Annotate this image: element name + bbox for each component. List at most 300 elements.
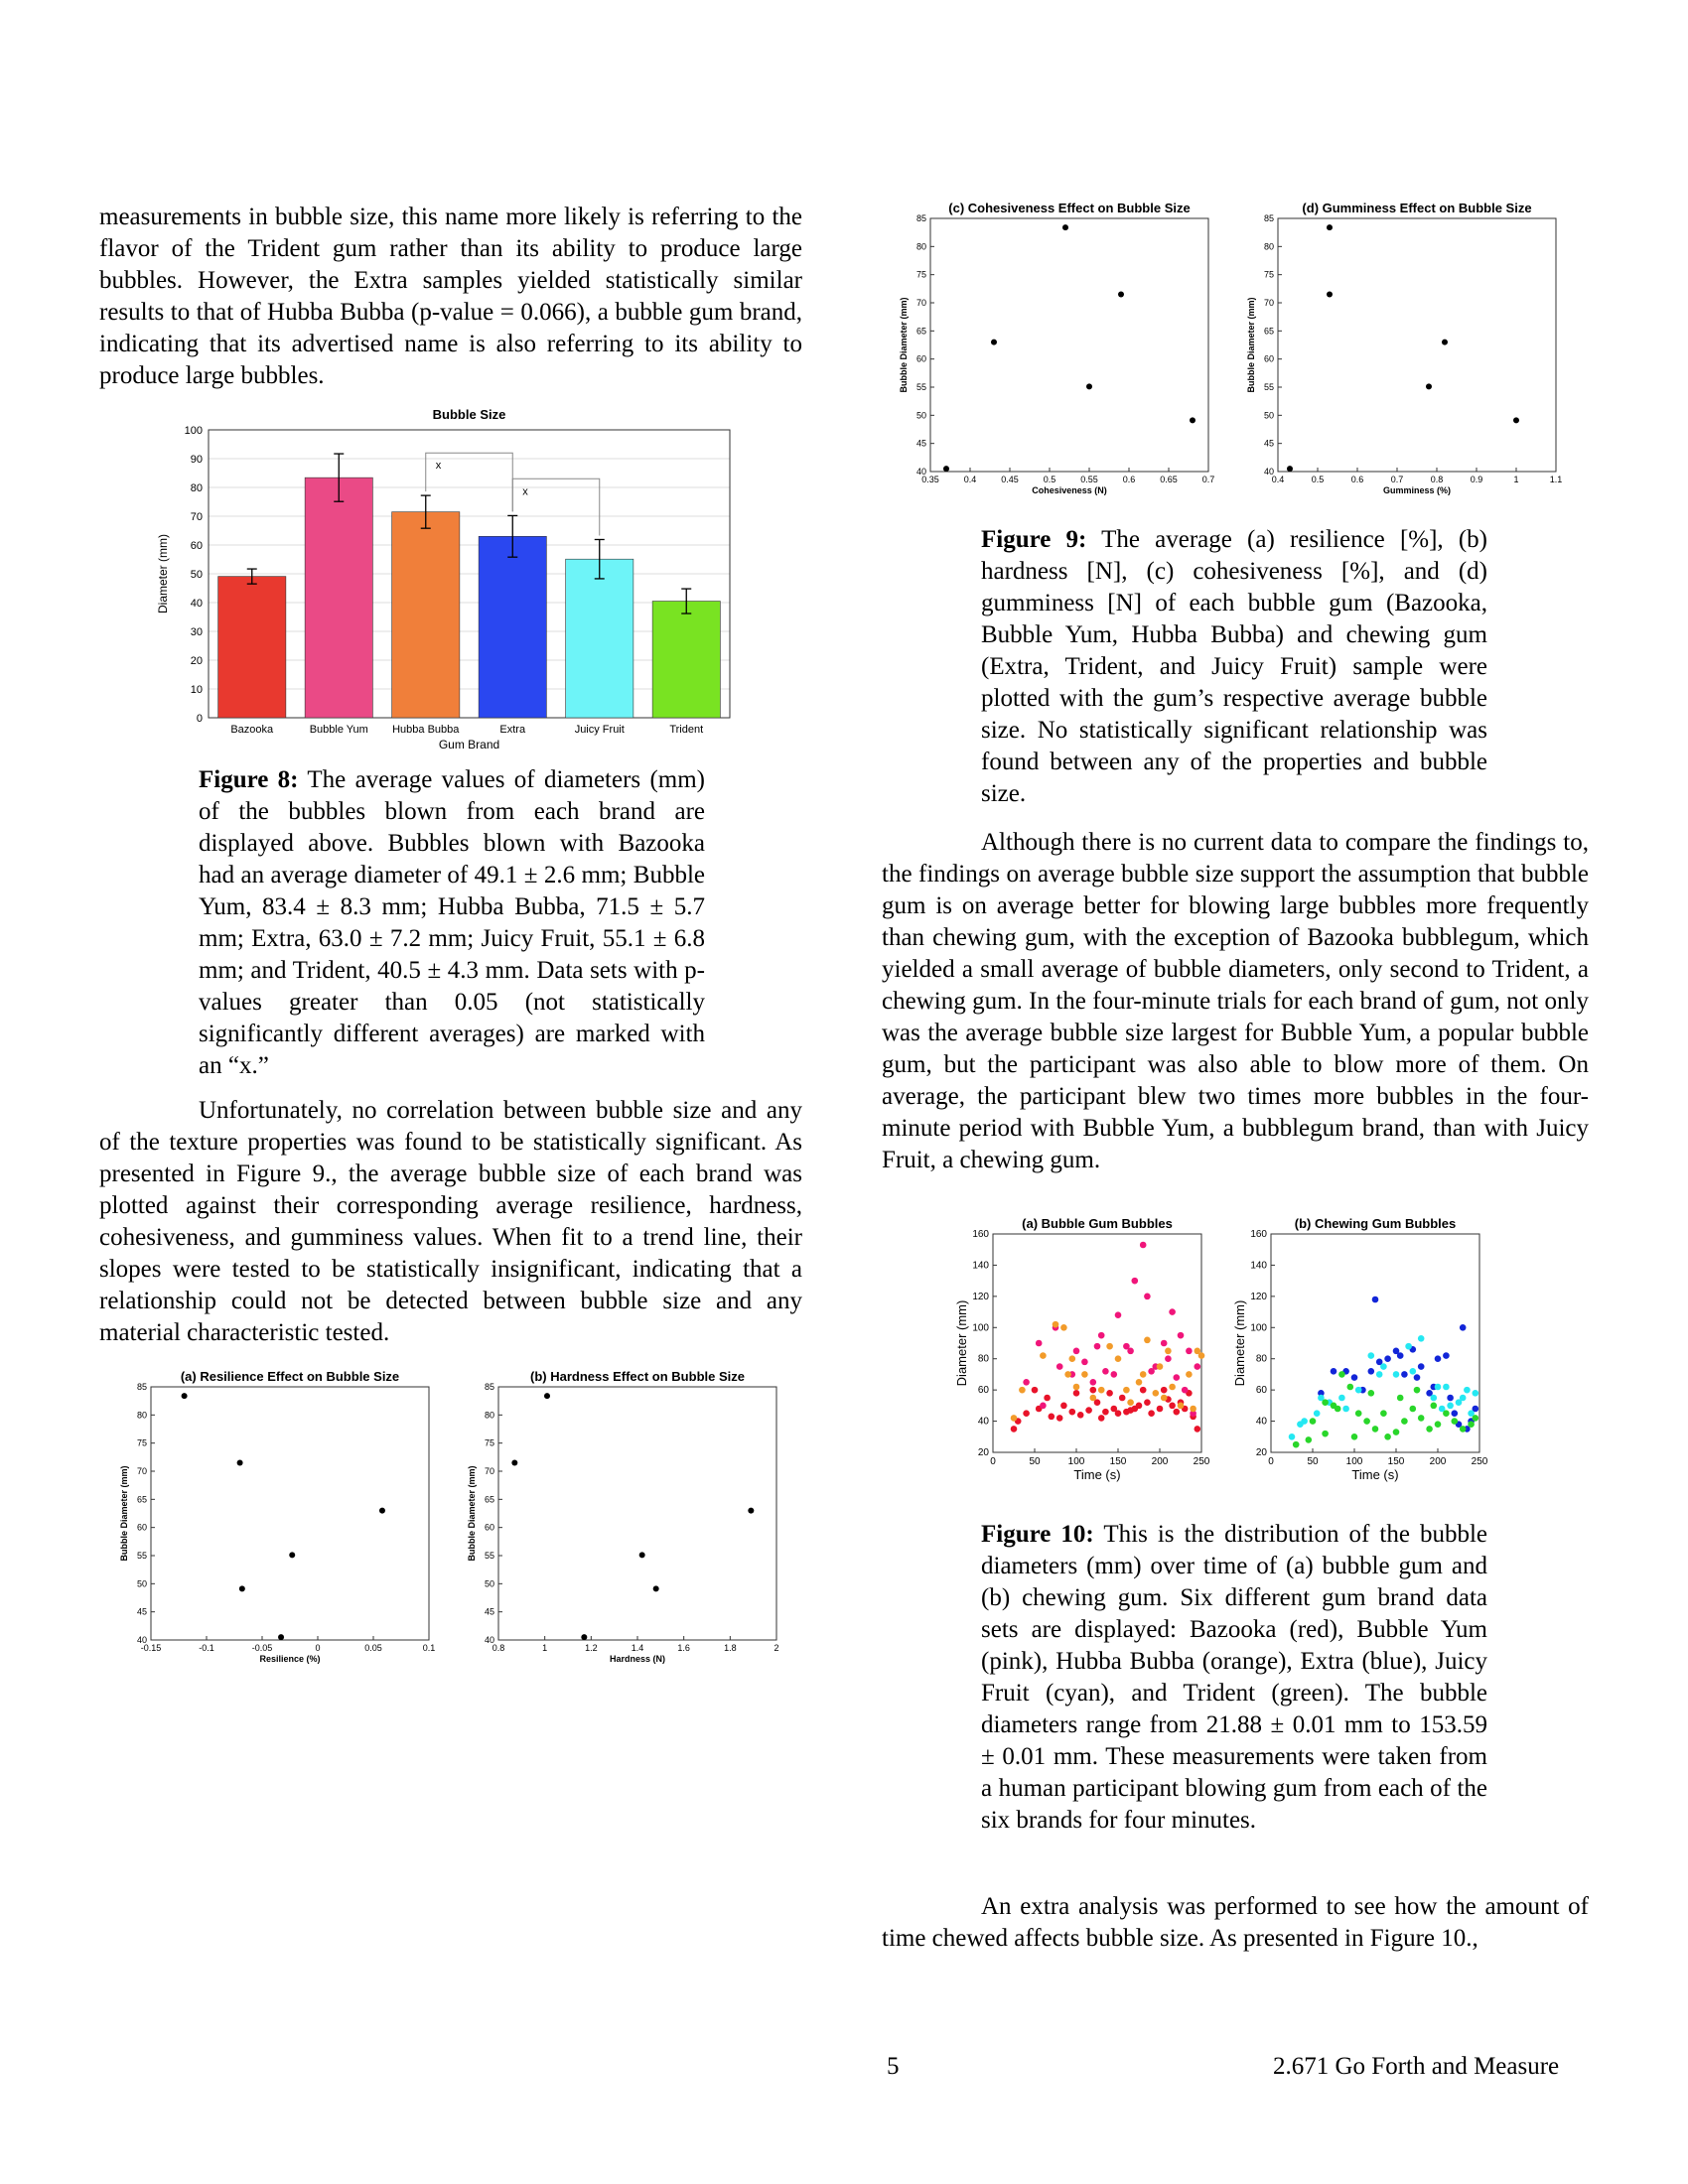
bar-trident xyxy=(652,602,720,718)
x-tick-label: 150 xyxy=(1387,1456,1405,1467)
data-point xyxy=(1198,1352,1205,1359)
y-tick-label: 100 xyxy=(972,1322,989,1334)
x-tick-label: 50 xyxy=(1029,1456,1041,1467)
y-tick-label: 45 xyxy=(1263,438,1274,449)
data-point xyxy=(653,1585,659,1591)
x-axis-label: Gumminess (%) xyxy=(1382,485,1452,495)
data-point xyxy=(1011,1426,1018,1433)
figure-9a-scatter xyxy=(119,1365,447,1663)
y-tick-label: 75 xyxy=(1263,269,1274,280)
x-tick-label: 250 xyxy=(1193,1456,1210,1467)
y-tick-label: 70 xyxy=(484,1466,494,1476)
data-point xyxy=(1368,1368,1375,1375)
data-point xyxy=(1351,1374,1358,1381)
x-tick-label: 0 xyxy=(1268,1456,1274,1467)
data-point xyxy=(1161,1395,1168,1402)
data-point xyxy=(1174,1374,1181,1381)
y-tick-label: 85 xyxy=(484,1382,494,1392)
data-point xyxy=(1161,1387,1168,1394)
data-point xyxy=(1102,1368,1109,1375)
data-point xyxy=(1393,1371,1400,1378)
y-tick-label: 100 xyxy=(184,425,203,437)
paragraph-4: An extra analysis was performed to see how the amount of time chewed affects bubble size. As presented in Figure 10., xyxy=(882,1893,1589,1952)
bar-bubble-yum xyxy=(305,478,372,718)
x-axis-label: Resilience (%) xyxy=(259,1654,321,1664)
y-tick-label: 85 xyxy=(136,1382,147,1392)
x-axis-label: Time (s) xyxy=(1073,1467,1121,1482)
data-point xyxy=(1442,340,1448,345)
data-point xyxy=(1178,1403,1185,1410)
data-point xyxy=(544,1393,550,1399)
figure-9d-scatter xyxy=(1246,197,1574,494)
data-point xyxy=(1401,1418,1408,1425)
data-point xyxy=(1372,1426,1379,1433)
x-tick-label: 250 xyxy=(1471,1456,1488,1467)
y-tick-label: 70 xyxy=(1263,298,1274,308)
data-point xyxy=(1435,1384,1442,1391)
x-tick-label: 0.8 xyxy=(492,1643,505,1653)
figure-9c-scatter xyxy=(899,197,1226,494)
data-point xyxy=(511,1460,517,1466)
y-tick-label: 80 xyxy=(977,1353,989,1365)
x-tick-label: 0.1 xyxy=(422,1643,436,1653)
y-tick-label: 65 xyxy=(136,1494,147,1505)
bar-juicy-fruit xyxy=(566,559,633,718)
data-point xyxy=(1090,1395,1097,1402)
data-point xyxy=(289,1552,295,1558)
x-tick-label: 1.6 xyxy=(677,1643,690,1653)
chart-title: (d) Gumminess Effect on Bubble Size xyxy=(1302,201,1532,215)
x-tick-label: Bubble Yum xyxy=(309,724,368,736)
data-point xyxy=(1355,1410,1362,1417)
chart-title: (c) Cohesiveness Effect on Bubble Size xyxy=(948,201,1191,215)
data-point xyxy=(1460,1324,1467,1331)
figure-10-caption xyxy=(981,1519,1487,1837)
figure-9-caption-text: The average (a) resilience [%], (b) hardness [N], (c) cohesiveness [%], and (d) gumminess [N] of each bubble gum (Bazooka, Bubble Yum, Hubba Bubba) and chewing gum (Extra, Trident, and Juicy Fruit) sample were plotted with the gum’s respective average bubble size. No statistically significant relationship was found between any of the properties and bubble size. xyxy=(981,526,1487,807)
data-point xyxy=(1127,1348,1134,1355)
data-point xyxy=(943,466,949,472)
data-point xyxy=(1426,1426,1433,1433)
y-tick-label: 80 xyxy=(484,1410,494,1421)
data-point xyxy=(1363,1418,1370,1425)
data-point xyxy=(1062,224,1068,230)
data-point xyxy=(1410,1406,1417,1413)
data-point xyxy=(1331,1368,1337,1375)
data-point xyxy=(1418,1335,1425,1342)
data-point xyxy=(1452,1418,1459,1425)
y-axis-label: Diameter (mm) xyxy=(1232,1299,1247,1387)
data-point xyxy=(1443,1352,1450,1359)
x-tick-label: 1.4 xyxy=(631,1643,644,1653)
x-tick-label: 0.7 xyxy=(1390,475,1404,484)
data-point xyxy=(1115,1311,1122,1318)
y-tick-label: 120 xyxy=(1250,1291,1267,1302)
data-point xyxy=(1106,1343,1113,1350)
data-point xyxy=(1086,383,1092,389)
data-point xyxy=(1418,1363,1425,1370)
data-point xyxy=(1306,1436,1313,1443)
data-point xyxy=(1161,1340,1168,1347)
x-tick-label: -0.05 xyxy=(251,1643,273,1653)
y-tick-label: 80 xyxy=(915,241,926,252)
right-column xyxy=(882,827,1589,1176)
data-point xyxy=(1060,1403,1067,1410)
x-tick-label: 100 xyxy=(1345,1456,1363,1467)
bar-hubba-bubba xyxy=(392,512,460,718)
y-tick-label: 60 xyxy=(1263,353,1274,364)
data-point xyxy=(1123,1409,1130,1416)
y-tick-label: 120 xyxy=(972,1291,989,1302)
figure-10-label: Figure 10: xyxy=(981,1521,1094,1548)
data-point xyxy=(1073,1348,1080,1355)
data-point xyxy=(239,1585,245,1591)
x-tick-label: 0.55 xyxy=(1080,475,1098,484)
y-tick-label: 30 xyxy=(190,626,203,638)
data-point xyxy=(1118,292,1124,298)
y-tick-label: 60 xyxy=(190,540,203,552)
paragraph-3: Although there is no current data to compare the findings to, the findings on average bubble size support the assumption that bubble gum is on average better for blowing large bubbles more frequently than chewing gum, with the exception of Bazooka bubblegum, which yielded a small average of bubble diameters, only second to Trident, a chewing gum. In the four-minute trials for each brand of gum, not only was the average bubble size largest for Bubble Yum, a popular bubble gum, but the participant was also able to blow more of them. On average, the participant blew two times more bubbles in the four-minute period with Bubble Yum, a bubblegum brand, than with Juicy Fruit, a chewing gum. xyxy=(882,829,1589,1173)
data-point xyxy=(1011,1415,1018,1422)
data-point xyxy=(1049,1414,1055,1421)
x-tick-label: 150 xyxy=(1109,1456,1127,1467)
y-tick-label: 45 xyxy=(136,1606,147,1617)
figure-10b-scatter xyxy=(1231,1216,1499,1504)
data-point xyxy=(1144,1399,1151,1406)
data-point xyxy=(1136,1379,1143,1386)
data-point xyxy=(1327,292,1333,298)
x-tick-label: 0.8 xyxy=(1430,475,1444,484)
y-tick-label: 10 xyxy=(190,684,203,696)
data-point xyxy=(1380,1363,1387,1370)
data-point xyxy=(1148,1410,1155,1417)
data-point xyxy=(1435,1421,1442,1428)
y-tick-label: 40 xyxy=(136,1635,147,1645)
plot-frame xyxy=(930,218,1208,472)
data-point xyxy=(1111,1371,1118,1378)
data-point xyxy=(237,1460,243,1466)
data-point xyxy=(1384,1433,1391,1440)
data-point xyxy=(1023,1379,1030,1386)
chart-title: (b) Hardness Effect on Bubble Size xyxy=(530,1369,745,1384)
chart-title: (b) Chewing Gum Bubbles xyxy=(1294,1216,1457,1231)
data-point xyxy=(1144,1337,1151,1344)
y-tick-label: 70 xyxy=(136,1466,147,1476)
paragraph-2: Unfortunately, no correlation between bubble size and any of the texture properties was found to be statistically significant. As presented in Figure 9., the average bubble size of each brand was plotted against their corresponding average resilience, hardness, cohesiveness, and gumminess values. When fit to a trend line, their slopes were tested to be statistically insignificant, indicating that a relationship could not be detected between bubble size and any material characteristic tested. xyxy=(99,1097,802,1346)
data-point xyxy=(1368,1390,1375,1397)
y-tick-label: 60 xyxy=(136,1522,147,1533)
y-tick-label: 40 xyxy=(1255,1416,1267,1428)
data-point xyxy=(1090,1379,1097,1386)
data-point xyxy=(1447,1395,1454,1402)
data-point xyxy=(1169,1403,1176,1410)
data-point xyxy=(1102,1409,1109,1416)
data-point xyxy=(1426,383,1432,389)
y-axis-label: Bubble Diameter (mm) xyxy=(119,1465,129,1562)
data-point xyxy=(1036,1340,1043,1347)
data-point xyxy=(1073,1390,1080,1397)
data-point xyxy=(1064,1371,1071,1378)
data-point xyxy=(1376,1371,1383,1378)
y-tick-label: 80 xyxy=(1255,1353,1267,1365)
data-point xyxy=(1044,1395,1051,1402)
y-tick-label: 65 xyxy=(1263,326,1274,337)
data-point xyxy=(1460,1395,1467,1402)
data-point xyxy=(1443,1384,1450,1391)
data-point xyxy=(1106,1390,1113,1397)
x-tick-label: 0 xyxy=(315,1643,321,1653)
y-tick-label: 160 xyxy=(972,1229,989,1240)
figure-8-bar-chart xyxy=(149,402,755,759)
bar-extra xyxy=(479,536,546,718)
x-tick-label: 1.8 xyxy=(724,1643,737,1653)
bar-bazooka xyxy=(218,577,286,718)
data-point xyxy=(1085,1407,1092,1414)
data-point xyxy=(1165,1355,1172,1362)
data-point xyxy=(581,1634,587,1640)
data-point xyxy=(1140,1371,1147,1378)
data-point xyxy=(278,1634,284,1640)
left-column-2 xyxy=(99,1095,802,1349)
page-number: 5 xyxy=(887,2053,900,2080)
data-point xyxy=(1073,1384,1080,1391)
data-point xyxy=(1431,1395,1438,1402)
data-point xyxy=(1287,466,1293,472)
y-tick-label: 45 xyxy=(484,1606,494,1617)
data-point xyxy=(1418,1415,1425,1422)
plot-frame xyxy=(498,1387,776,1640)
data-point xyxy=(182,1393,188,1399)
data-point xyxy=(1393,1429,1400,1435)
x-axis-label: Cohesiveness (N) xyxy=(1032,485,1107,495)
y-axis-label: Diameter (mm) xyxy=(954,1299,969,1387)
y-tick-label: 60 xyxy=(977,1385,989,1397)
x-tick-label: 0.6 xyxy=(1122,475,1136,484)
x-tick-label: 0.4 xyxy=(963,475,977,484)
x-tick-label: 200 xyxy=(1151,1456,1169,1467)
data-point xyxy=(1327,224,1333,230)
data-point xyxy=(1186,1371,1193,1378)
data-point xyxy=(1372,1297,1379,1303)
x-tick-label: 0.7 xyxy=(1201,475,1215,484)
x-axis-label: Gum Brand xyxy=(438,738,500,751)
data-point xyxy=(1473,1415,1479,1422)
x-tick-label: 0.45 xyxy=(1001,475,1019,484)
figure-8-label: Figure 8: xyxy=(199,766,299,793)
x-tick-label: Juicy Fruit xyxy=(574,724,625,736)
data-point xyxy=(1060,1324,1067,1331)
data-point xyxy=(1174,1409,1181,1416)
data-point xyxy=(1132,1278,1139,1285)
y-tick-label: 20 xyxy=(977,1447,989,1458)
y-tick-label: 80 xyxy=(1263,241,1274,252)
y-axis-label: Diameter (mm) xyxy=(156,534,170,614)
bracket-label: x xyxy=(435,460,442,473)
figure-9-label: Figure 9: xyxy=(981,526,1087,553)
y-tick-label: 20 xyxy=(190,655,203,667)
data-point xyxy=(1119,1395,1126,1402)
data-point xyxy=(1069,1355,1076,1362)
data-point xyxy=(1405,1343,1412,1350)
data-point xyxy=(1090,1387,1097,1394)
y-tick-label: 55 xyxy=(1263,382,1274,392)
x-tick-label: Trident xyxy=(669,724,704,736)
y-tick-label: 80 xyxy=(136,1410,147,1421)
data-point xyxy=(1140,1387,1147,1394)
data-point xyxy=(1157,1406,1164,1413)
x-tick-label: 2 xyxy=(774,1643,779,1653)
data-point xyxy=(1098,1332,1105,1339)
data-point xyxy=(1513,417,1519,423)
y-tick-label: 50 xyxy=(190,569,203,581)
y-tick-label: 140 xyxy=(1250,1260,1267,1272)
x-tick-label: 200 xyxy=(1429,1456,1447,1467)
data-point xyxy=(1069,1409,1076,1416)
y-axis-label: Bubble Diameter (mm) xyxy=(899,297,909,393)
data-point xyxy=(1077,1412,1084,1419)
x-tick-label: Hubba Bubba xyxy=(392,724,460,736)
chart-title: (a) Bubble Gum Bubbles xyxy=(1022,1216,1173,1231)
data-point xyxy=(1401,1371,1408,1378)
data-point xyxy=(1310,1418,1317,1425)
y-tick-label: 55 xyxy=(136,1551,147,1561)
data-point xyxy=(1040,1403,1047,1410)
data-point xyxy=(639,1552,645,1558)
y-tick-label: 60 xyxy=(484,1522,494,1533)
plot-frame xyxy=(151,1387,429,1640)
chart-title: (a) Resilience Effect on Bubble Size xyxy=(180,1369,400,1384)
data-point xyxy=(1056,1415,1063,1422)
paragraph-1: measurements in bubble size, this name more likely is referring to the flavor of the Trident gum rather than its ability to produce large bubbles. However, the Extra samples yielded statistically similar results to that of Hubba Bubba (p-value = 0.066), a bubble gum brand, indicating that its advertised name is also referring to its ability to produce large bubbles. xyxy=(99,204,802,389)
x-tick-label: 0.9 xyxy=(1470,475,1483,484)
data-point xyxy=(1023,1410,1030,1417)
y-tick-label: 55 xyxy=(484,1551,494,1561)
left-column xyxy=(99,202,802,392)
x-tick-label: Extra xyxy=(499,724,526,736)
data-point xyxy=(1094,1343,1101,1350)
data-point xyxy=(1115,1355,1122,1362)
data-point xyxy=(1301,1418,1308,1425)
data-point xyxy=(1368,1352,1375,1359)
data-point xyxy=(1289,1433,1296,1440)
data-point xyxy=(1338,1395,1345,1402)
data-point xyxy=(1148,1368,1155,1375)
x-tick-label: -0.15 xyxy=(140,1643,162,1653)
x-tick-label: 1.1 xyxy=(1549,475,1563,484)
data-point xyxy=(1342,1406,1349,1413)
y-tick-label: 85 xyxy=(1263,213,1274,223)
data-point xyxy=(1452,1410,1459,1417)
data-point xyxy=(748,1508,754,1514)
data-point xyxy=(1123,1387,1130,1394)
y-tick-label: 140 xyxy=(972,1260,989,1272)
data-point xyxy=(1169,1308,1176,1315)
y-tick-label: 20 xyxy=(1255,1447,1267,1458)
data-point xyxy=(1169,1384,1176,1391)
chart-title: Bubble Size xyxy=(432,407,506,422)
bracket-label: x xyxy=(522,485,528,498)
figure-10-caption-text: This is the distribution of the bubble diameters (mm) over time of (a) bubble gum and (b) chewing gum. Six different gum brand data sets are displayed: Bazooka (red), Bubble Yum (pink), Hubba Bubba (orange), Extra (blue), Juicy Fruit (cyan), and Trident (green). The bubble diameters range from 21.88 ± 0.01 mm to 153.59 ± 0.01 mm. These measurements were taken from a human participant blowing gum from each of the six brands for four minutes. xyxy=(981,1521,1488,1834)
y-tick-label: 40 xyxy=(484,1635,494,1645)
data-point xyxy=(1195,1363,1201,1370)
data-point xyxy=(1414,1387,1421,1394)
y-tick-label: 100 xyxy=(1250,1322,1267,1334)
data-point xyxy=(1081,1359,1088,1366)
figure-9-caption xyxy=(981,524,1487,810)
right-column-2 xyxy=(882,1891,1589,1955)
y-tick-label: 70 xyxy=(915,298,926,308)
data-point xyxy=(1157,1363,1164,1370)
x-tick-label: 1 xyxy=(542,1643,548,1653)
data-point xyxy=(1431,1403,1438,1410)
x-tick-label: Bazooka xyxy=(230,724,274,736)
data-point xyxy=(1019,1387,1026,1394)
data-point xyxy=(1040,1352,1047,1359)
y-axis-label: Bubble Diameter (mm) xyxy=(467,1465,477,1562)
data-point xyxy=(1397,1352,1404,1359)
y-tick-label: 80 xyxy=(190,482,203,494)
y-tick-label: 65 xyxy=(484,1494,494,1505)
y-tick-label: 65 xyxy=(915,326,926,337)
data-point xyxy=(1140,1242,1147,1249)
y-tick-label: 90 xyxy=(190,454,203,466)
x-tick-label: 1 xyxy=(1513,475,1519,484)
x-tick-label: 1.2 xyxy=(585,1643,598,1653)
x-axis-label: Time (s) xyxy=(1351,1467,1399,1482)
data-point xyxy=(991,340,997,345)
data-point xyxy=(1132,1406,1139,1413)
data-point xyxy=(1098,1387,1105,1394)
x-tick-label: 0.5 xyxy=(1311,475,1325,484)
y-tick-label: 55 xyxy=(915,382,926,392)
data-point xyxy=(1435,1355,1442,1362)
data-point xyxy=(1397,1395,1404,1402)
y-tick-label: 40 xyxy=(915,467,926,477)
x-tick-label: 0.6 xyxy=(1350,475,1364,484)
data-point xyxy=(1127,1399,1134,1406)
y-tick-label: 50 xyxy=(915,410,926,421)
data-point xyxy=(1468,1421,1475,1428)
data-point xyxy=(1190,417,1196,423)
figure-8-caption xyxy=(199,764,705,1082)
data-point xyxy=(1410,1368,1417,1375)
y-tick-label: 60 xyxy=(915,353,926,364)
data-point xyxy=(1414,1374,1421,1381)
data-point xyxy=(1464,1387,1471,1394)
data-point xyxy=(1165,1348,1172,1355)
data-point xyxy=(1314,1410,1321,1417)
data-point xyxy=(1347,1384,1354,1391)
x-tick-label: 0.35 xyxy=(921,475,939,484)
y-tick-label: 75 xyxy=(484,1437,494,1448)
data-point xyxy=(1351,1433,1358,1440)
data-point xyxy=(1293,1441,1300,1448)
data-point xyxy=(1115,1410,1122,1417)
data-point xyxy=(379,1508,385,1514)
x-tick-label: 0.5 xyxy=(1043,475,1056,484)
y-tick-label: 85 xyxy=(915,213,926,223)
data-point xyxy=(1384,1355,1391,1362)
data-point xyxy=(1144,1294,1151,1300)
data-point xyxy=(1053,1321,1059,1328)
x-axis-label: Hardness (N) xyxy=(609,1654,666,1664)
y-tick-label: 40 xyxy=(977,1416,989,1428)
x-tick-label: 100 xyxy=(1067,1456,1085,1467)
data-point xyxy=(1338,1371,1345,1378)
x-tick-label: 50 xyxy=(1307,1456,1319,1467)
y-axis-label: Bubble Diameter (mm) xyxy=(1246,297,1256,393)
y-tick-label: 50 xyxy=(484,1578,494,1589)
data-point xyxy=(1186,1348,1193,1355)
